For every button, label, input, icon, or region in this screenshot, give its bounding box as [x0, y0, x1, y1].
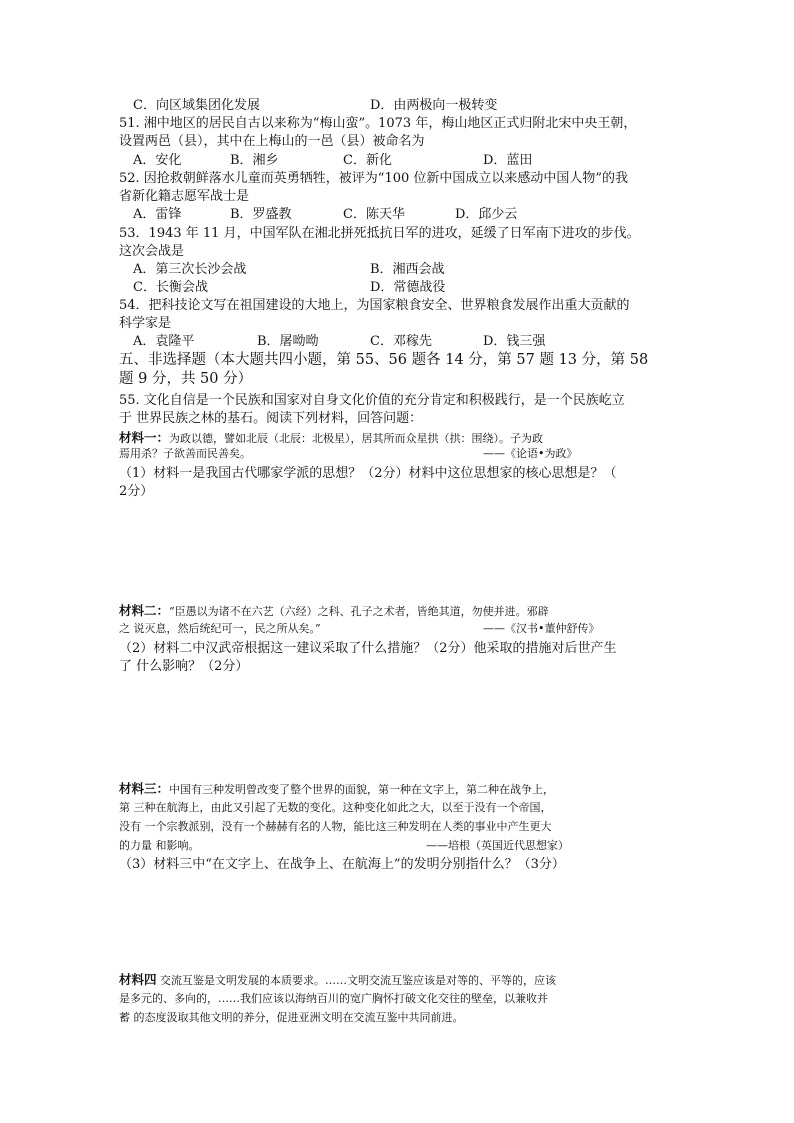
- material-three-line1: [119, 781, 554, 798]
- sub-question-1-line2: 2分）: [119, 484, 154, 499]
- sub-question-3-line1: （3）材料三中“在文字上、在战争上、在航海上”的发明分别指什么？（3分）: [119, 857, 565, 872]
- q50-option-d: D．由两极向一极转变: [370, 98, 498, 113]
- q54-option-d: D．钱三强: [483, 334, 546, 349]
- material-two-label: 材料二：: [119, 603, 170, 618]
- q51-stem-line2: 设置两邑（县），其中在上梅山的一邑（县）被命名为: [119, 134, 425, 149]
- material-three-text-line4: 的力量 和影响。: [119, 839, 200, 852]
- q53-option-c: C．长衡会战: [133, 280, 208, 295]
- material-one-label: 材料一：: [119, 430, 170, 445]
- q52-stem-line2: 省新化籍志愿军战士是: [119, 189, 250, 204]
- q51-option-d: D．蓝田: [483, 153, 533, 168]
- q55-intro-line2: 于 世界民族之林的基石。阅读下列材料，回答问题：: [119, 411, 423, 426]
- q52-option-d: D．邱少云: [455, 207, 518, 222]
- material-two-line1: [119, 603, 549, 620]
- q53-stem-line1: 53．1943 年 11 月，中国军队在湘北拼死抵抗日军的进攻，延缓了日军南下进攻的步伐。: [119, 226, 640, 241]
- q51-option-c: C．新化: [343, 153, 392, 168]
- material-one-text-line1: 为政以德，譬如北辰（北辰：北极星），居其所而众星拱（拱：围绕）。子为政: [169, 432, 544, 445]
- section-five-heading-line2: 题 9 分，共 50 分）: [119, 371, 253, 387]
- material-four-text-line1: 交流互鉴是文明发展的本质要求。……文明交流互鉴应该是对等的、平等的，应该: [160, 974, 557, 987]
- q52-option-c: C．陈天华: [343, 207, 405, 222]
- material-three-label: 材料三：: [119, 781, 170, 796]
- q51-stem-line1: 51. 湘中地区的居民自古以来称为“梅山蛮”。1073 年，梅山地区正式归附北宋中央王朝，: [119, 116, 637, 131]
- q55-intro-line1: 55. 文化自信是一个民族和国家对自身文化价值的充分肯定和积极践行，是一个民族屹立: [119, 393, 625, 408]
- q50-option-c: C．向区域集团化发展: [133, 98, 260, 113]
- material-four-line1: [119, 972, 556, 989]
- q51-option-b: B．湘乡: [230, 153, 279, 168]
- q53-stem-line2: 这次会战是: [119, 244, 185, 259]
- material-four-label: 材料四: [119, 972, 157, 987]
- material-one-source: ——《论语•为政》: [483, 447, 578, 460]
- material-three-source: ——培根（英国近代思想家）: [426, 839, 569, 852]
- material-one-text-line2: 焉用杀？子欲善而民善矣。: [119, 447, 251, 460]
- q54-option-a: A．袁隆平: [133, 334, 195, 349]
- q51-option-a: A．安化: [133, 153, 182, 168]
- q52-option-a: A．雷锋: [133, 207, 182, 222]
- material-four-text-line3: 蓄 的态度汲取其他文明的养分，促进亚洲文明在交流互鉴中共同前进。: [119, 1011, 464, 1024]
- material-one-line1: [119, 430, 543, 447]
- q52-stem-line1: 52. 因抢救朝鲜落水儿童而英勇牺牲，被评为“100 位新中国成立以来感动中国人物”的我: [119, 171, 629, 186]
- sub-question-2-line1: （2）材料二中汉武帝根据这一建议采取了什么措施？（2分）他采取的措施对后世产生: [119, 641, 617, 656]
- sub-question-1-line1: （1）材料一是我国古代哪家学派的思想？（2分）材料中这位思想家的核心思想是？（: [119, 466, 617, 481]
- q53-option-d: D．常德战役: [370, 280, 446, 295]
- q54-stem-line2: 科学家是: [119, 316, 172, 331]
- section-five-heading-line1: 五、非选择题（本大题共四小题，第 55、56 题各 14 分，第 57 题 13 分，第 58: [119, 352, 649, 368]
- material-three-text-line2: 第 三种在航海上，由此又引起了无数的变化。这种变化如此之大，以至于没有一个帝国，: [119, 801, 552, 814]
- q54-stem-line1: 54．把科技论文写在祖国建设的大地上，为国家粮食安全、世界粮食发展作出重大贡献的: [119, 298, 630, 313]
- material-three-text-line1: 中国有三种发明曾改变了整个世界的面貌，第一种在文字上，第二种在战争上，: [169, 783, 555, 796]
- q53-option-b: B．湘西会战: [370, 262, 445, 277]
- q53-option-a: A．第三次长沙会战: [133, 262, 247, 277]
- q54-option-b: B．屠呦呦: [257, 334, 319, 349]
- sub-question-2-line2: 了 什么影响？（2分）: [119, 659, 249, 674]
- material-two-text-line1: “臣愚以为诸不在六艺（六经）之科、孔子之术者，皆绝其道，勿使并进。邪辟: [169, 605, 549, 618]
- q52-option-b: B．罗盛教: [230, 207, 292, 222]
- material-two-text-line2: 之 说灭息，然后统纪可一，民之所从矣。”: [119, 622, 321, 635]
- material-three-text-line3: 没有 一个宗教派别，没有一个赫赫有名的人物，能比这三种发明在人类的事业中产生更大: [119, 820, 552, 833]
- material-four-text-line2: 是多元的、多向的，……我们应该以海纳百川的宽广胸怀打破文化交往的壁垒，以兼收并: [119, 992, 548, 1005]
- material-two-source: ——《汉书•董仲舒传》: [483, 622, 600, 635]
- q54-option-c: C．邓稼先: [370, 334, 432, 349]
